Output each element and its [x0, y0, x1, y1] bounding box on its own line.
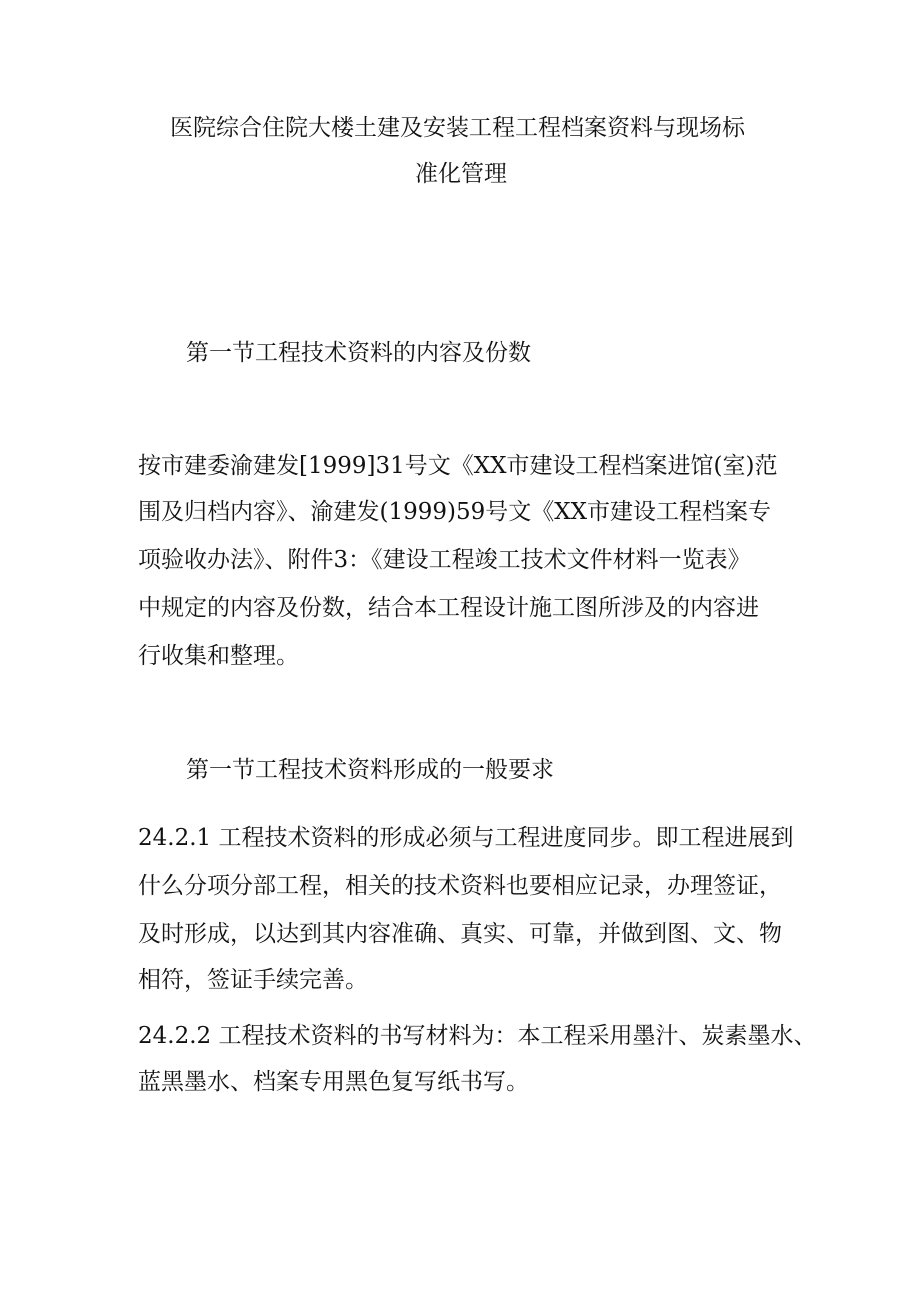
item-2421-line-2: 什么分项分部工程，相关的技术资料也要相应记录，办理签证，	[138, 873, 782, 899]
item-2421-line-4: 相符，签证手续完善。	[138, 967, 368, 993]
item-2421-line-1: 24.2.1 工程技术资料的形成必须与工程进度同步。即工程进展到	[138, 825, 794, 851]
item-2422-line-2: 蓝黑墨水、档案专用黑色复写纸书写。	[138, 1069, 529, 1095]
section1-paragraph-line-2: 围及归档内容》、渝建发(1999)59号文《XX市建设工程档案专	[138, 499, 771, 525]
section1-paragraph-line-4: 中规定的内容及份数，结合本工程设计施工图所涉及的内容进	[138, 595, 759, 621]
item-2421-line-3: 及时形成，以达到其内容准确、真实、可靠，并做到图、文、物	[138, 921, 782, 947]
document-title-line-1: 医院综合住院大楼土建及安装工程工程档案资料与现场标	[170, 115, 745, 141]
section2-heading: 第一节工程技术资料形成的一般要求	[186, 757, 554, 783]
section1-paragraph-line-3: 项验收办法》、附件3：《建设工程竣工技术文件材料一览表》	[138, 547, 751, 573]
document-title-line-2: 准化管理	[415, 161, 507, 187]
section1-paragraph-line-5: 行收集和整理。	[138, 643, 299, 669]
section1-heading: 第一节工程技术资料的内容及份数	[186, 340, 531, 366]
section1-paragraph-line-1: 按市建委渝建发[1999]31号文《XX市建设工程档案进馆(室)范	[138, 453, 778, 479]
item-2422-line-1: 24.2.2 工程技术资料的书写材料为：本工程采用墨汁、炭素墨水、	[138, 1023, 817, 1049]
